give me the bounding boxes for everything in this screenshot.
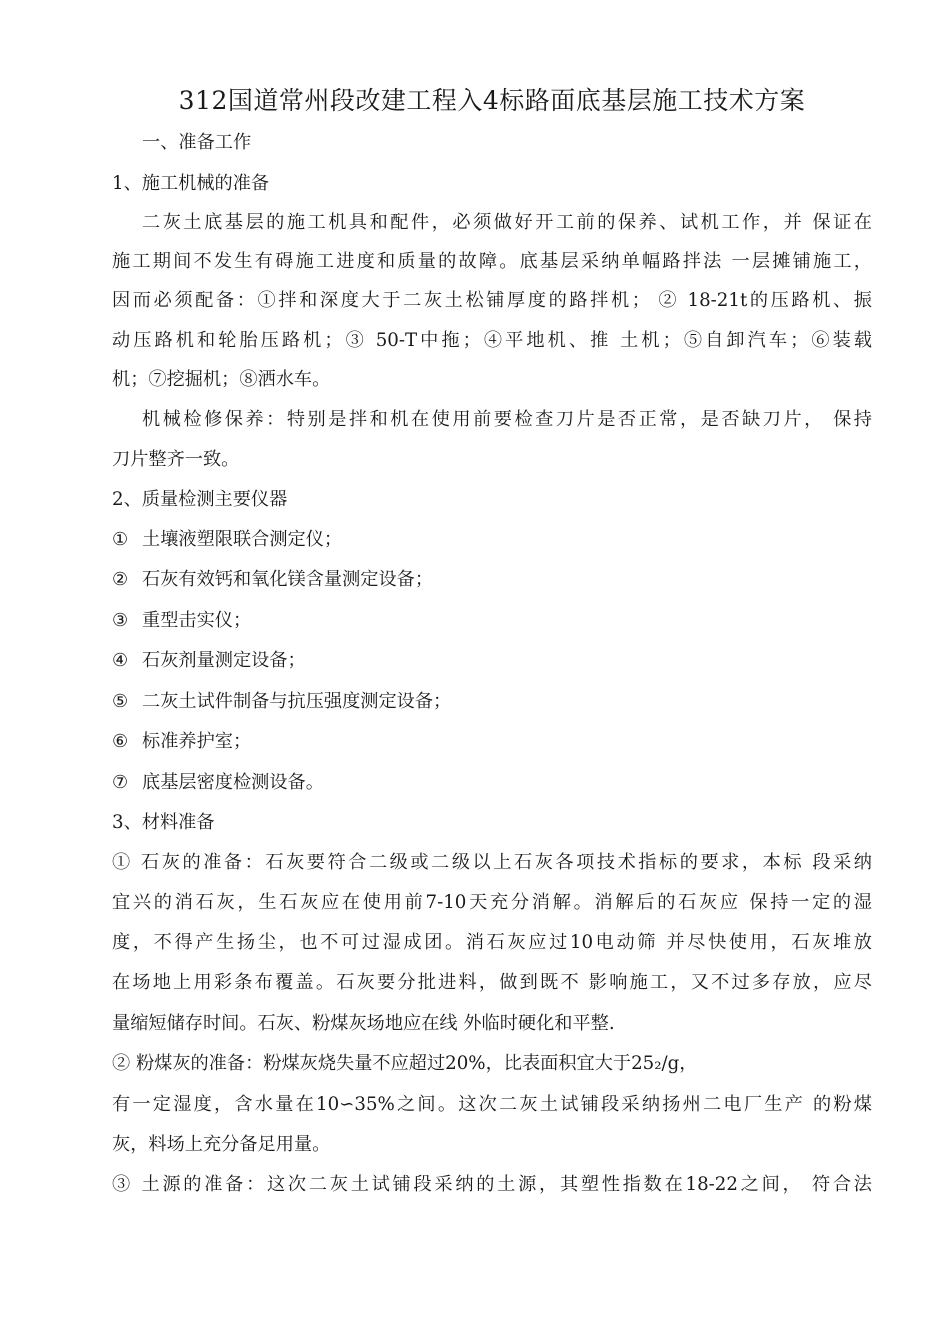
list-item-number: ⑥ bbox=[112, 731, 129, 752]
list-item bbox=[112, 771, 324, 795]
subsection-heading: 2、质量检测主要仪器 bbox=[112, 489, 288, 510]
list-item-number: ③ bbox=[112, 610, 129, 631]
paragraph-line: 动压路机和轮胎压路机；③ 50-T中拖；④平地机、推 土机；⑤自卸汽车；⑥装载 bbox=[112, 330, 872, 351]
list-item-text: 二灰土试件制备与抗压强度测定设备； bbox=[142, 691, 452, 712]
list-item-number: ④ bbox=[112, 650, 129, 671]
list-item-number: ① bbox=[112, 529, 129, 550]
paragraph-line: ③ 土源的准备：这次二灰土试铺段采纳的土源，其塑性指数在18-22之间， 符合法 bbox=[112, 1174, 872, 1195]
paragraph-line: 机械检修保养：特别是拌和机在使用前要检查刀片是否正常，是否缺刀片， 保持 bbox=[142, 409, 872, 430]
list-item bbox=[112, 649, 306, 673]
paragraph-line: 宜兴的消石灰，生石灰应在使用前7-10天充分消解。消解后的石灰应 保持一定的湿 bbox=[112, 892, 872, 913]
list-item-text: 石灰有效钙和氧化镁含量测定设备； bbox=[142, 569, 434, 590]
paragraph-line: ② 粉煤灰的准备：粉煤灰烧失量不应超过20%，比表面积宜大于25₂/g， bbox=[112, 1053, 698, 1074]
subsection-heading: 1、施工机械的准备 bbox=[112, 173, 270, 194]
paragraph-line: 二灰土底基层的施工机具和配件，必须做好开工前的保养、试机工作，并 保证在 bbox=[142, 212, 872, 233]
list-item-number: ⑤ bbox=[112, 691, 129, 712]
list-item bbox=[112, 690, 451, 714]
paragraph-line: 施工期间不发生有碍施工进度和质量的故障。底基层采纳单幅路拌法 一层摊铺施工， bbox=[112, 251, 872, 272]
paragraph-line: 刀片整齐一致。 bbox=[112, 449, 240, 470]
paragraph-line: 因而必须配备：①拌和深度大于二灰土松铺厚度的路拌机； ② 18-21t的压路机、振 bbox=[112, 290, 872, 311]
list-item bbox=[112, 609, 251, 633]
section-heading: 一、准备工作 bbox=[142, 132, 252, 153]
list-item bbox=[112, 730, 251, 754]
list-item bbox=[112, 528, 342, 552]
list-item-number: ⑦ bbox=[112, 772, 129, 793]
document-title: 312国道常州段改建工程入4标路面底基层施工技术方案 bbox=[178, 86, 806, 115]
list-item-text: 石灰剂量测定设备； bbox=[142, 650, 306, 671]
paragraph-line: 机；⑦挖掘机；⑧洒水车。 bbox=[112, 369, 331, 390]
paragraph-line: 在场地上用彩条布覆盖。石灰要分批进料，做到既不 影响施工，又不过多存放，应尽 bbox=[112, 972, 872, 993]
paragraph-line: 灰，料场上充分备足用量。 bbox=[112, 1134, 331, 1155]
list-item-text: 重型击实仪； bbox=[142, 610, 252, 631]
paragraph-line: 度，不得产生扬尘，也不可过湿成团。消石灰应过10电动筛 并尽快使用，石灰堆放 bbox=[112, 932, 872, 953]
list-item-text: 标准养护室； bbox=[142, 731, 252, 752]
list-item-text: 底基层密度检测设备。 bbox=[142, 772, 324, 793]
list-item-number: ② bbox=[112, 569, 129, 590]
list-item bbox=[112, 568, 433, 592]
list-item-text: 土壤液塑限联合测定仪； bbox=[142, 529, 343, 550]
subsection-heading: 3、材料准备 bbox=[112, 812, 215, 833]
paragraph-line: ① 石灰的准备：石灰要符合二级或二级以上石灰各项技术指标的要求，本标 段采纳 bbox=[112, 852, 872, 873]
paragraph-line: 量缩短储存时间。石灰、粉煤灰场地应在线 外临时硬化和平整. bbox=[112, 1013, 615, 1034]
paragraph-line: 有一定湿度，含水量在10∽35%之间。这次二灰土试铺段采纳扬州二电厂生产 的粉煤 bbox=[112, 1094, 872, 1115]
